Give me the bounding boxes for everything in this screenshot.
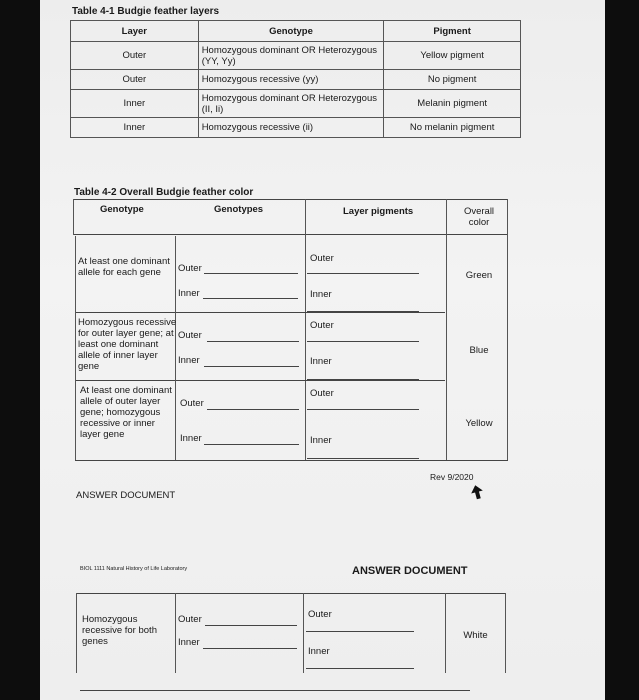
row1-pigment-outer: Outer <box>310 253 334 264</box>
table-row <box>71 42 521 70</box>
table1-caption: Table 4-1 Budgie feather layers <box>72 6 220 17</box>
table1-header-row <box>71 21 521 42</box>
row2-outer-label: Outer <box>178 330 202 341</box>
table1-pigment: No pigment <box>384 70 521 90</box>
row3-left-rule <box>75 380 76 460</box>
row1-inner-label: Inner <box>178 288 200 299</box>
row3-inner-blank[interactable] <box>204 444 299 445</box>
row3-pigment-outer-blank[interactable] <box>307 409 419 410</box>
row1-desc-divider <box>175 236 176 312</box>
row2-left-rule <box>75 312 76 380</box>
table1 <box>70 20 521 138</box>
table3-top-rule <box>76 593 506 594</box>
row1-pigment-inner: Inner <box>310 289 332 300</box>
row1-outer-label: Outer <box>178 263 202 274</box>
revision-label: Rev 9/2020 <box>430 472 474 482</box>
table3-inner-blank[interactable] <box>203 648 297 649</box>
table2-caption: Table 4-2 Overall Budgie feather color <box>74 187 254 198</box>
answer-document-label-1: ANSWER DOCUMENT <box>76 490 176 501</box>
row3-pigment-outer: Outer <box>310 388 334 399</box>
table3-description: Homozygous recessive for both genes <box>82 614 157 647</box>
table3-color: White <box>463 630 488 641</box>
table-row <box>71 118 521 138</box>
row2-pigment-outer-blank[interactable] <box>307 341 419 342</box>
table1-genotype: Homozygous recessive (ii) <box>198 118 384 138</box>
row2-color: Blue <box>469 345 489 356</box>
table3-outer-label: Outer <box>178 614 202 625</box>
table1-genotype: Homozygous dominant OR Heterozygous (II, Ii) <box>198 90 384 118</box>
table3-pigment-outer: Outer <box>308 609 332 620</box>
table1-layer: Outer <box>71 70 199 90</box>
row1-inner-blank[interactable] <box>203 298 298 299</box>
row2-inner-label: Inner <box>178 355 200 366</box>
row1-left-rule <box>75 236 76 312</box>
table1-genotype: Homozygous recessive (yy) <box>198 70 384 90</box>
table2-left-rule <box>73 199 74 235</box>
table1-header-layer: Layer <box>71 21 199 42</box>
table3-pigment-inner-blank[interactable] <box>306 668 414 669</box>
row2-pigment-inner: Inner <box>310 356 332 367</box>
row1-pigment-outer-blank[interactable] <box>307 273 419 274</box>
table2-color-divider <box>446 199 447 461</box>
row1-outer-blank[interactable] <box>204 273 298 274</box>
table1-layer: Inner <box>71 90 199 118</box>
row2-description: Homozygous recessive for outer layer gene; at least one dominant allele of inner layer gene <box>78 317 177 372</box>
table1-genotype: Homozygous dominant OR Heterozygous (YY, Yy) <box>198 42 384 70</box>
row3-desc-divider <box>175 380 176 460</box>
table3-outer-blank[interactable] <box>205 625 297 626</box>
row2-bottom-rule <box>75 380 445 381</box>
table3-right-rule <box>505 593 506 673</box>
row3-color: Yellow <box>465 418 493 429</box>
row2-pigment-outer: Outer <box>310 320 334 331</box>
table1-pigment: Yellow pigment <box>384 42 521 70</box>
table3-pigment-divider <box>303 593 304 673</box>
row2-inner-blank[interactable] <box>204 366 299 367</box>
table3-color-divider <box>445 593 446 673</box>
table1-layer: Inner <box>71 118 199 138</box>
row2-outer-blank[interactable] <box>207 341 299 342</box>
row3-pigment-inner: Inner <box>310 435 332 446</box>
row3-outer-label: Outer <box>180 398 204 409</box>
row3-pigment-inner-blank[interactable] <box>307 458 419 459</box>
row3-bottom-rule <box>75 460 508 461</box>
row1-description: At least one dominant allele for each gene <box>78 256 170 278</box>
bottom-answer-line[interactable] <box>80 690 470 691</box>
table3-inner-label: Inner <box>178 637 200 648</box>
table2-header-genotype: Genotype <box>100 204 144 215</box>
course-header: BIOL 1111 Natural History of Life Laboratory <box>80 566 188 572</box>
table1-header-pigment: Pigment <box>384 21 521 42</box>
table2-header-overall-color: Overall color <box>463 206 495 228</box>
row3-description: At least one dominant allele of outer layer gene; homozygous recessive or inner layer gene <box>80 385 172 440</box>
table1-header-genotype: Genotype <box>198 21 384 42</box>
table2-top-rule <box>73 199 508 200</box>
row1-bottom-rule <box>75 312 445 313</box>
table3-pigment-outer-blank[interactable] <box>306 631 414 632</box>
table-row <box>71 70 521 90</box>
row3-outer-blank[interactable] <box>207 409 299 410</box>
table2-pigment-divider <box>305 199 306 461</box>
answer-document-label-2: ANSWER DOCUMENT <box>352 565 468 577</box>
table1-pigment: Melanin pigment <box>384 90 521 118</box>
row1-color: Green <box>465 270 493 281</box>
table2-header-layer-pigments: Layer pigments <box>343 206 414 217</box>
row3-inner-label: Inner <box>180 433 202 444</box>
table3-desc-divider <box>175 593 176 673</box>
mouse-cursor-icon <box>470 484 484 500</box>
table3-left-rule <box>76 593 77 673</box>
table2-header-genotypes: Genotypes <box>214 204 264 215</box>
table2-header-rule <box>73 234 508 235</box>
row1-pigment-inner-blank[interactable] <box>307 311 419 312</box>
row2-pigment-inner-blank[interactable] <box>307 379 419 380</box>
table1-layer: Outer <box>71 42 199 70</box>
table1-pigment: No melanin pigment <box>384 118 521 138</box>
table3-pigment-inner: Inner <box>308 646 330 657</box>
table-row <box>71 90 521 118</box>
